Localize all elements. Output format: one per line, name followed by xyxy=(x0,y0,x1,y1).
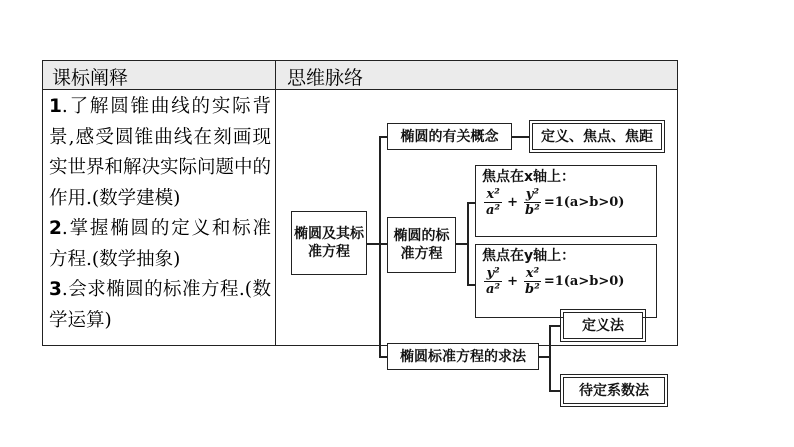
connector-standard xyxy=(379,243,387,245)
standard-eq-node: 椭圆的标准方程 xyxy=(387,217,456,273)
foci-x-equation: $\frac{\text{x²}}{\text{a²}}$ + $\frac{\text{y²}}{\text{b²}}$ =1(a>b>0) xyxy=(486,187,625,218)
content-table xyxy=(42,60,678,399)
connector-eq-y xyxy=(467,284,475,286)
connector-eq xyxy=(456,243,467,245)
method-1-node: 定义法 xyxy=(563,312,643,339)
connector-method-2 xyxy=(549,390,561,392)
connector-concepts xyxy=(379,136,387,138)
foci-y-node xyxy=(475,244,657,318)
foci-y-title: 焦点在y轴上： xyxy=(482,248,576,264)
method-2-node: 待定系数法 xyxy=(563,377,665,404)
connector-method-1 xyxy=(549,325,561,327)
methods-node: 椭圆标准方程的求法 xyxy=(387,343,539,370)
table-header xyxy=(43,61,677,90)
connector-eq-trunk xyxy=(467,202,469,284)
connector-eq-x xyxy=(467,202,475,204)
concepts-node: 椭圆的有关概念 xyxy=(387,123,512,150)
connector-methods-trunk xyxy=(549,325,551,390)
foci-x-node xyxy=(475,165,657,237)
connector-methods-out xyxy=(539,356,549,358)
standard-item-1: 1.了解圆锥曲线的实际背景,感受圆锥曲线在刻画现实世界和解决实际问题中的作用.(数学建模) xyxy=(49,96,272,209)
column-divider xyxy=(275,61,276,345)
standards-list xyxy=(49,92,271,336)
connector-methods xyxy=(379,356,387,358)
mind-map xyxy=(287,93,671,399)
connector-detail xyxy=(512,136,529,138)
connector-root xyxy=(367,243,379,245)
concepts-detail-node: 定义、焦点、焦距 xyxy=(532,123,662,150)
standard-item-2: 2.掌握椭圆的定义和标准方程.(数学抽象) xyxy=(49,218,271,270)
foci-y-equation: $\frac{\text{y²}}{\text{a²}}$ + $\frac{\text{x²}}{\text{b²}}$ =1(a>b>0) xyxy=(486,266,625,297)
connector-trunk xyxy=(379,136,381,356)
col2-header: 思维脉络 xyxy=(287,67,364,89)
standard-item-3: 3.会求椭圆的标准方程.(数学运算) xyxy=(49,279,271,331)
root-node: 椭圆及其标准方程 xyxy=(291,211,367,275)
col1-header: 课标阐释 xyxy=(52,67,129,89)
foci-x-title: 焦点在x轴上： xyxy=(482,169,576,185)
